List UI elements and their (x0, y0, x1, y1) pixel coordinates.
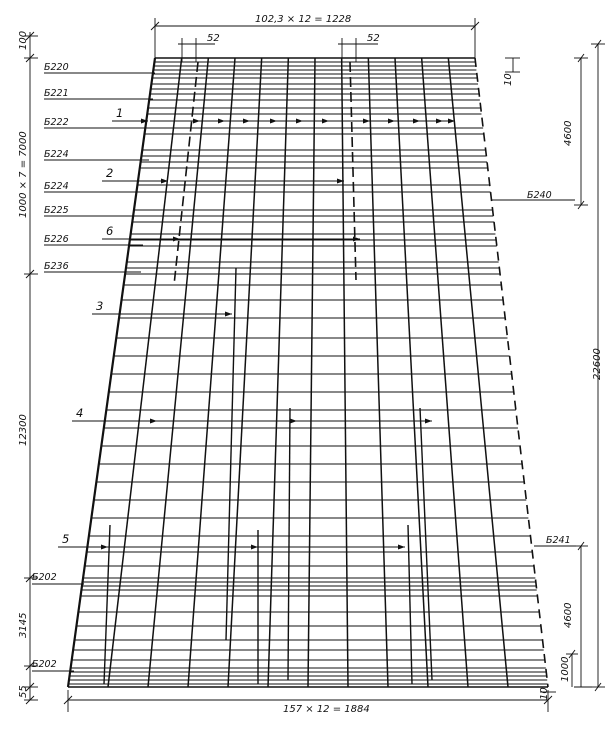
interior-bar (226, 268, 236, 640)
row-label: Б202 (32, 572, 57, 583)
row-label: Б224 (44, 149, 69, 160)
dim-bottom-offset: 55 (18, 685, 29, 698)
callout-5: 5 (62, 532, 70, 546)
row-label: Б224 (44, 181, 69, 192)
dim-left-middle: 12300 (18, 414, 29, 446)
dim-bottom-small: 10 (539, 687, 550, 700)
dim-top-width: 102,3 × 12 = 1228 (255, 14, 352, 25)
dim-left-upper: 1000 × 7 = 7000 (18, 131, 29, 218)
row-label: Б225 (44, 205, 69, 216)
dim-right-total: 22600 (592, 348, 603, 380)
dim-right-4600-bottom: 4600 (563, 602, 574, 628)
dim-right-1000: 1000 (560, 656, 571, 682)
callout-6: 6 (106, 224, 114, 238)
longitudinal-bar (308, 58, 315, 687)
dim-top-gap-right: 52 (367, 33, 380, 44)
longitudinal-bar (368, 58, 388, 687)
dim-left-lower: 3145 (18, 612, 29, 638)
dim-right-small-top: 10 (503, 73, 514, 86)
row-label: Б202 (32, 659, 57, 670)
row-label: Б236 (44, 261, 69, 272)
callout-2: 2 (106, 166, 114, 180)
mesh-grid (68, 58, 548, 687)
longitudinal-bar (395, 58, 428, 687)
dim-bottom-width: 157 × 12 = 1884 (283, 704, 370, 715)
right-label-upper: Б240 (527, 190, 552, 201)
callout-4: 4 (76, 406, 84, 420)
longitudinal-bar (342, 58, 348, 687)
dim-top-gap-left: 52 (207, 33, 220, 44)
left-row-labels (32, 62, 69, 670)
longitudinal-bar (268, 58, 288, 687)
row-label: Б220 (44, 62, 69, 73)
row-label: Б221 (44, 88, 69, 99)
longitudinal-bar (108, 58, 182, 687)
dim-right-4600-top: 4600 (563, 120, 574, 146)
row-label: Б222 (44, 117, 69, 128)
mesh-right-edge (475, 58, 548, 687)
row-label: Б226 (44, 234, 69, 245)
mesh-left-edge (68, 58, 155, 687)
callout-numbers (62, 106, 123, 546)
longitudinal-bar (148, 58, 208, 687)
dashed-bar (350, 62, 356, 280)
longitudinal-bar (448, 58, 508, 687)
callout-3: 3 (96, 299, 104, 313)
callout-1: 1 (116, 106, 124, 120)
dim-top-offset: 100 (18, 30, 29, 50)
right-label-lower: Б241 (546, 535, 571, 546)
interior-bar (288, 408, 290, 680)
